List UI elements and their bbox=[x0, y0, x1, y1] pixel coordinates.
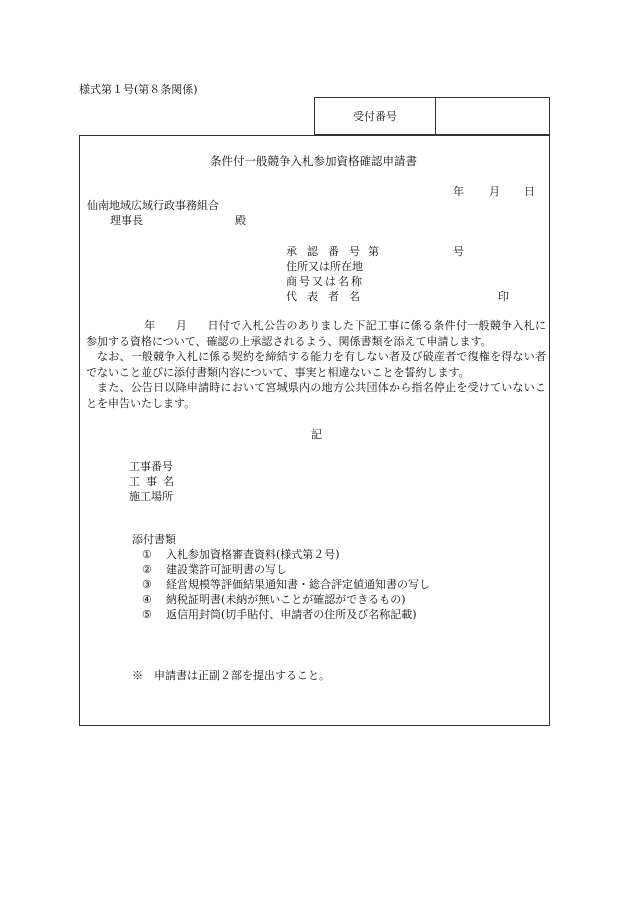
attachment-number: ③ bbox=[142, 578, 152, 591]
attachment-text: 経営規模等評価結果通知書・総合評定値通知書の写し bbox=[166, 578, 430, 591]
paragraph-year-label: 年 bbox=[144, 319, 156, 332]
paragraph-month-label: 月 bbox=[175, 319, 188, 332]
attachment-text: 入札参加資格審査資料(様式第２号) bbox=[166, 548, 340, 561]
attachments-heading: 添付書類 bbox=[132, 533, 176, 546]
attachment-text: 返信用封筒(切手貼付、申請者の住所及び名称記載) bbox=[166, 608, 417, 621]
attachment-item bbox=[142, 591, 406, 607]
submission-note: ※ 申請書は正副２部を提出すること。 bbox=[132, 669, 330, 682]
approval-number-label: 承認番号 bbox=[286, 245, 370, 258]
application-paragraph-2: なお、一般競争入札に係る契約を締結する能力を有しない者及び破産者で復権を得ない者でないこと並びに添付書類内容について、事実と相違ないことを誓約します。 bbox=[86, 350, 546, 379]
attachment-number: ④ bbox=[142, 593, 152, 606]
attachment-number: ② bbox=[142, 563, 152, 576]
attachment-number: ① bbox=[142, 548, 152, 561]
attachment-item bbox=[142, 606, 417, 622]
form-number-label: 様式第１号(第８条関係) bbox=[79, 83, 198, 96]
application-paragraph-3: また、公告日以降申請時において宮城県内の地方公共団体から指名停止を受けていないことを申告いたします。 bbox=[86, 381, 546, 410]
approval-number-prefix: 第 bbox=[368, 245, 379, 258]
attachment-item bbox=[142, 546, 340, 562]
representative-label: 代表者名 bbox=[286, 290, 370, 303]
attachment-item bbox=[142, 561, 287, 577]
ki-heading: 記 bbox=[311, 428, 322, 441]
approval-number-suffix: 号 bbox=[453, 245, 464, 258]
addressee-organization: 仙南地域広域行政事務組合 bbox=[87, 199, 219, 212]
address-label: 住所又は所在地 bbox=[286, 260, 363, 273]
date-day-label: 日 bbox=[524, 185, 535, 198]
construction-number-label: 工事番号 bbox=[129, 460, 173, 473]
application-paragraph-1 bbox=[86, 318, 546, 349]
construction-site-label: 施工場所 bbox=[129, 490, 173, 503]
reception-number-field[interactable] bbox=[436, 98, 549, 134]
addressee-position: 理事長 bbox=[110, 214, 143, 227]
attachment-item bbox=[142, 576, 430, 592]
company-name-label: 商号又は名称 bbox=[286, 275, 364, 288]
date-month-label: 月 bbox=[489, 185, 500, 198]
construction-name-label: 工事名 bbox=[129, 475, 180, 488]
addressee-honorific: 殿 bbox=[235, 214, 246, 227]
attachment-text: 納税証明書(未納が無いことが確認ができるもの) bbox=[166, 593, 406, 606]
paragraph-1-text: 日付で入札公告のありました下記工事に係る条件付一般競争入札に参加する資格について、確認の上承認されるよう、関係書類を添えて申請します。 bbox=[86, 319, 547, 348]
attachment-number: ⑤ bbox=[142, 608, 152, 621]
date-year-label: 年 bbox=[453, 185, 464, 198]
reception-number-label: 受付番号 bbox=[315, 98, 436, 134]
reception-number-box bbox=[314, 97, 550, 135]
attachment-text: 建設業許可証明書の写し bbox=[166, 563, 287, 576]
seal-mark: 印 bbox=[498, 290, 509, 303]
document-title: 条件付一般競争入札参加資格確認申請書 bbox=[210, 154, 417, 168]
